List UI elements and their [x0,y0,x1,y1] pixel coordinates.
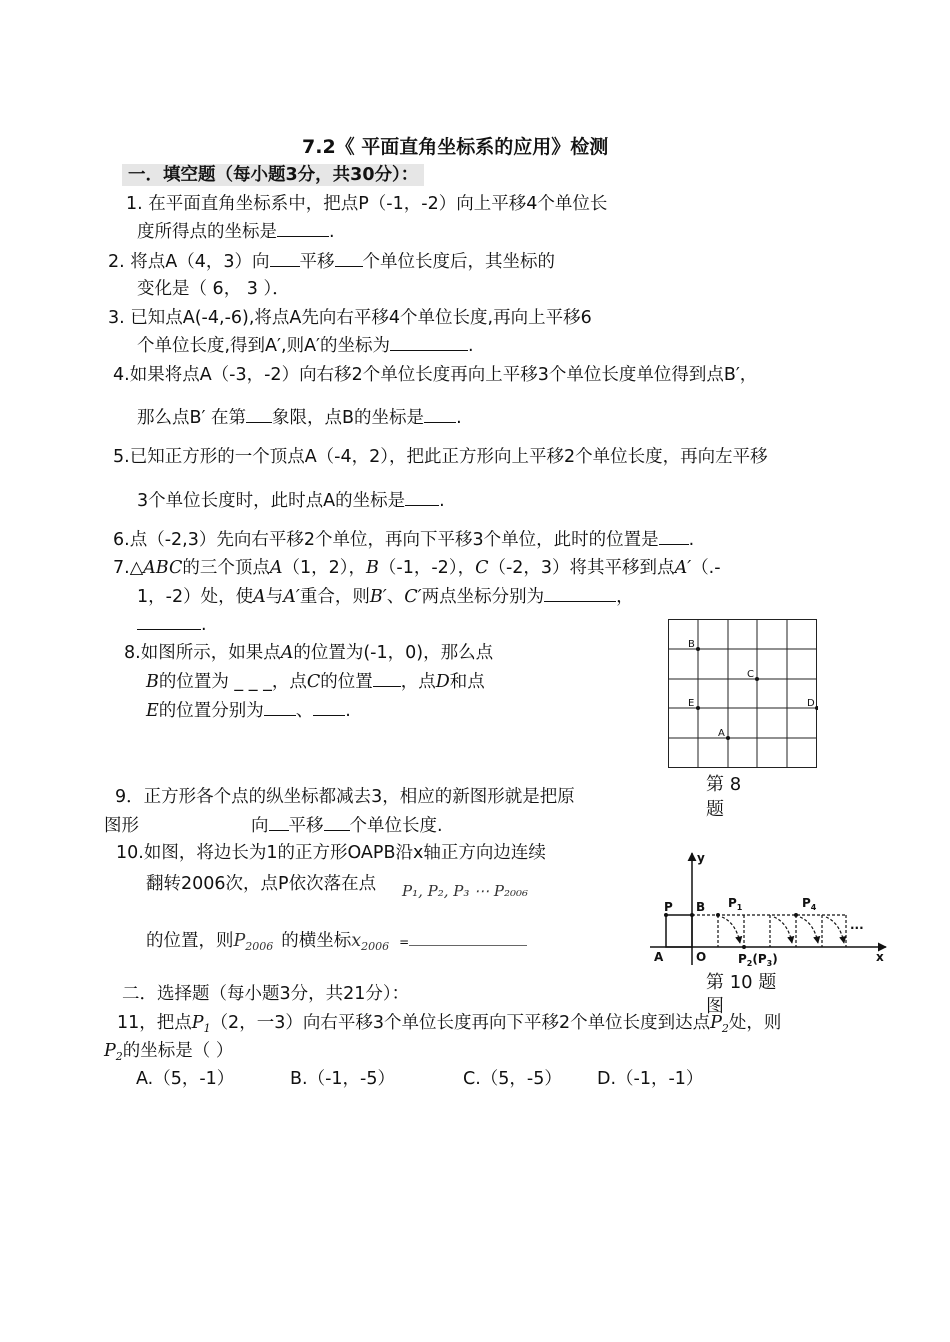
q10-line2: 翻转2006次，点P依次落在点 [146,874,377,894]
flip-arc [774,917,792,943]
q3-text: 个单位长度,得到A′,则A′的坐标为 [137,336,391,356]
section-1-heading: 一．填空题（每小题3分，共30分）： [122,164,424,186]
q11-option-d[interactable]: D.（-1，-1） [597,1069,704,1089]
q8-point-b: B [146,672,159,692]
q7-point-c: C [475,558,489,578]
q5-end: . [439,491,445,511]
point-p1-dot [716,913,720,917]
q11-text-a: 11，把点 [117,1013,192,1033]
q6-line [113,528,694,551]
figure-8-grid [668,619,818,769]
q5-answer-blank[interactable] [405,489,439,506]
q7-text-f: （.- [691,558,721,578]
q10-p2006 [234,931,274,951]
q7-text-a: 7.△ [113,558,144,578]
q6-answer-blank[interactable] [659,528,689,545]
q11-line2 [104,1040,233,1068]
q9-line1: 9．正方形各个点的纵坐标都减去3，相应的新图形就是把原 [115,787,575,807]
q9-line2 [104,814,443,837]
q7-blank-b-prime[interactable] [544,585,616,602]
q10-text-d: 的横坐标 [281,931,352,951]
q7-point-a-2: A [253,587,266,607]
q2-line1 [108,250,555,273]
q4-text-b: 那么点B′ 在第 [137,408,247,428]
label-p3-end: ) [772,952,778,966]
q8-blank-c[interactable] [373,670,401,687]
q5-line2 [137,489,445,512]
q8-blank-e[interactable] [313,699,345,716]
q8-point-a: A [280,643,294,663]
q7-triangle-label: ABC [143,558,183,578]
point-b-dot [690,913,694,917]
q2-blank-units[interactable] [335,250,363,267]
q1-line2 [137,220,335,243]
q10-p-symbol: P [233,931,246,951]
q7-blank-c-prime[interactable] [137,613,201,630]
q8-blank-d[interactable] [264,699,296,716]
q1-answer-blank[interactable] [277,220,329,237]
label-e: E [688,698,695,709]
q6-end: . [688,530,695,550]
q7-point-b: B [366,558,379,578]
q9-text-d: 平移 [288,816,324,836]
label-ellipsis: ··· [850,921,864,935]
label-p4-sub: 4 [810,903,817,912]
label-p1-letter: P [728,896,737,910]
label-c: C [747,669,754,680]
label-p2-sub: 2 [746,959,753,967]
q7-text-e: （-2，3）将其平移到点 [488,558,675,578]
q11-text-b: （2，一3）向右平移3个单位长度再向下平移2个单位长度到达点 [210,1013,711,1033]
section-2-heading: 二．选择题（每小题3分，共21分）： [122,984,410,1004]
q11-p2 [710,1013,729,1033]
q5-line1: 5.已知正方形的一个顶点A（-4，2），把此正方形向上平移2个单位长度，再向左平移 [113,447,768,467]
q1-text: 度所得点的坐标是 [137,222,277,242]
label-o: O [696,950,707,964]
q8-point-d: D [435,672,450,692]
q11-p2-letter: P [710,1013,722,1033]
q11-p1-sub: 1 [203,1022,211,1035]
label-p1-sub: 1 [736,903,743,912]
label-p2-letter: P [738,952,747,966]
q2-text-b: 平移 [299,252,335,272]
label-p2-p3 [738,952,778,967]
q10-line1: 10.如图，将边长为1的正方形OAPB沿x轴正方向边连续 [116,843,546,863]
q11-p2b [104,1041,123,1061]
q8-text-h: 、 [295,701,314,721]
q7-text-d: （-1，-2）， [378,558,476,578]
figure-10-caption-2: 图 [706,996,724,1017]
q8-end: . [345,701,351,721]
q2-text-a: 2. 将点A（4，3）向 [108,252,270,272]
figure-8-caption-2: 题 [706,799,724,820]
q10-text-c: 的位置，则 [146,931,234,951]
q9-end: 个单位长度. [349,816,443,836]
q11-p2-sub: 2 [721,1022,729,1035]
q7-text-g: 1，-2）处，使 [137,587,254,607]
label-p: P [664,900,673,914]
q8-line1 [124,642,493,664]
q7-line2 [137,585,634,608]
flip-arc [722,917,740,943]
q11-option-b[interactable]: B.（-1，-5） [290,1069,395,1089]
q8-text-e: ，点 [400,672,436,692]
point-b-dot [696,647,700,651]
q3-end: . [468,336,474,356]
q2-text-c: 个单位长度后，其坐标的 [362,252,555,272]
q8-text-f: 和点 [449,672,485,692]
label-d: D [807,698,815,709]
point-c-dot [755,677,759,681]
q9-blank-direction[interactable] [269,814,289,831]
q11-option-a[interactable]: A.（5，-1） [136,1069,235,1089]
q9-blank-units[interactable] [324,814,350,831]
q10-x2006 [351,931,389,951]
q3-answer-blank[interactable] [390,334,468,351]
figure-10-caption-1: 第 10 题 [706,972,777,993]
q7-point-c-prime: C′ [404,587,422,607]
q10-line3 [146,929,527,958]
q11-p2b-sub: 2 [115,1050,123,1063]
q8-point-c: C [306,672,321,692]
q4-text-c: 象限，点B的坐标是 [272,408,425,428]
q7-end: . [201,615,207,635]
q4-blank-quadrant[interactable] [246,406,272,423]
q11-text-c: 处，则 [728,1013,782,1033]
label-p3-letter: (P [752,952,767,966]
q11-p2b-letter: P [104,1041,116,1061]
q7-text-j: 、 [386,587,405,607]
flip-arc [800,917,818,943]
figure-8-caption-1: 第 8 [706,774,742,795]
label-p4 [802,896,817,912]
q9-text-c: 向 [251,816,269,836]
q7-point-b-prime: B′ [369,587,387,607]
label-x-axis: x [876,950,884,964]
q8-line2 [146,670,485,693]
q10-equals: = [399,935,410,949]
q9-text-b: 图形 [104,816,139,836]
q7-point-a-prime: A′ [674,558,692,578]
q5-text: 3个单位长度时，此时点A的坐标是 [137,491,406,511]
q8-text-a: 8.如图所示，如果点 [124,643,281,663]
point-p4-dot [794,913,798,917]
q11-option-c[interactable]: C.（5，-5） [463,1069,562,1089]
q7-text-c: （1，2）， [282,558,367,578]
q7-text-h: 与 [265,587,284,607]
q8-text-d: 的位置 [320,672,373,692]
q2-blank-direction[interactable] [270,250,300,267]
q3-line2 [137,334,474,357]
point-e-dot [696,706,700,710]
point-d-dot [815,706,818,710]
label-p4-letter: P [802,896,811,910]
label-y-axis: y [697,851,705,865]
q2-line2: 变化是（ 6， 3 ）． [137,279,290,299]
q10-answer-blank[interactable] [409,929,527,946]
q8-point-e: E [146,701,159,721]
label-p3-sub: 3 [766,959,773,967]
q11-p1-letter: P [191,1013,204,1033]
page-title: 7.2《 平面直角坐标系的应用》检测 [302,136,609,158]
point-p2-dot [742,945,746,949]
label-b: B [696,900,706,914]
q6-text: 6.点（-2,3）先向右平移2个单位，再向下平移3个单位，此时的位置是 [113,530,659,550]
q1-end: . [329,222,335,242]
label-p1 [728,896,743,912]
q4-end: . [456,408,462,428]
q8-text-g: 的位置分别为 [158,701,264,721]
figure-10-diagram [650,847,890,967]
flip-arc [826,917,844,943]
point-a-dot [726,736,730,740]
q7-line3 [137,613,207,636]
q7-text-i: 重合，则 [299,587,370,607]
q4-line2 [137,406,462,429]
q7-text-k: 两点坐标分别为 [421,587,545,607]
q7-point-a-prime-2: A′ [283,587,300,607]
q10-p-subscript: 2006 [245,940,274,953]
label-a: A [718,728,725,739]
q10-point-sequence: P₁, P₂, P₃ ⋯ P₂₀₀₆ [402,882,529,900]
label-b: B [688,639,695,650]
q11-line1 [117,1012,781,1040]
q3-line1: 3. 已知点A(-4,-6),将点A先向右平移4个单位长度,再向上平移6 [108,308,592,328]
q8-line3 [146,699,351,722]
q10-x-subscript: 2006 [361,940,390,953]
q1-line1: 1. 在平面直角坐标系中，把点P（-1，-2）向上平移4个单位长 [126,194,608,214]
q4-line1: 4.如果将点A（-3，-2）向右移2个单位长度再向上平移3个单位长度单位得到点B′， [113,365,758,385]
label-a: A [654,950,664,964]
q7-text-l: ， [616,587,634,607]
q4-blank-coordinate[interactable] [424,406,456,423]
q11-p1 [192,1013,211,1033]
q11-text-d: 的坐标是（ ） [122,1041,234,1061]
q8-text-b: 的位置为(-1，0)，那么点 [293,643,494,663]
q7-text-b: 的三个顶点 [182,558,270,578]
square-oapb [666,915,692,947]
q8-text-c: 的位置为 _ _ _，点 [158,672,307,692]
q10-x-symbol: x [351,931,362,951]
q7-point-a: A [269,558,283,578]
q7-line1 [113,557,721,579]
